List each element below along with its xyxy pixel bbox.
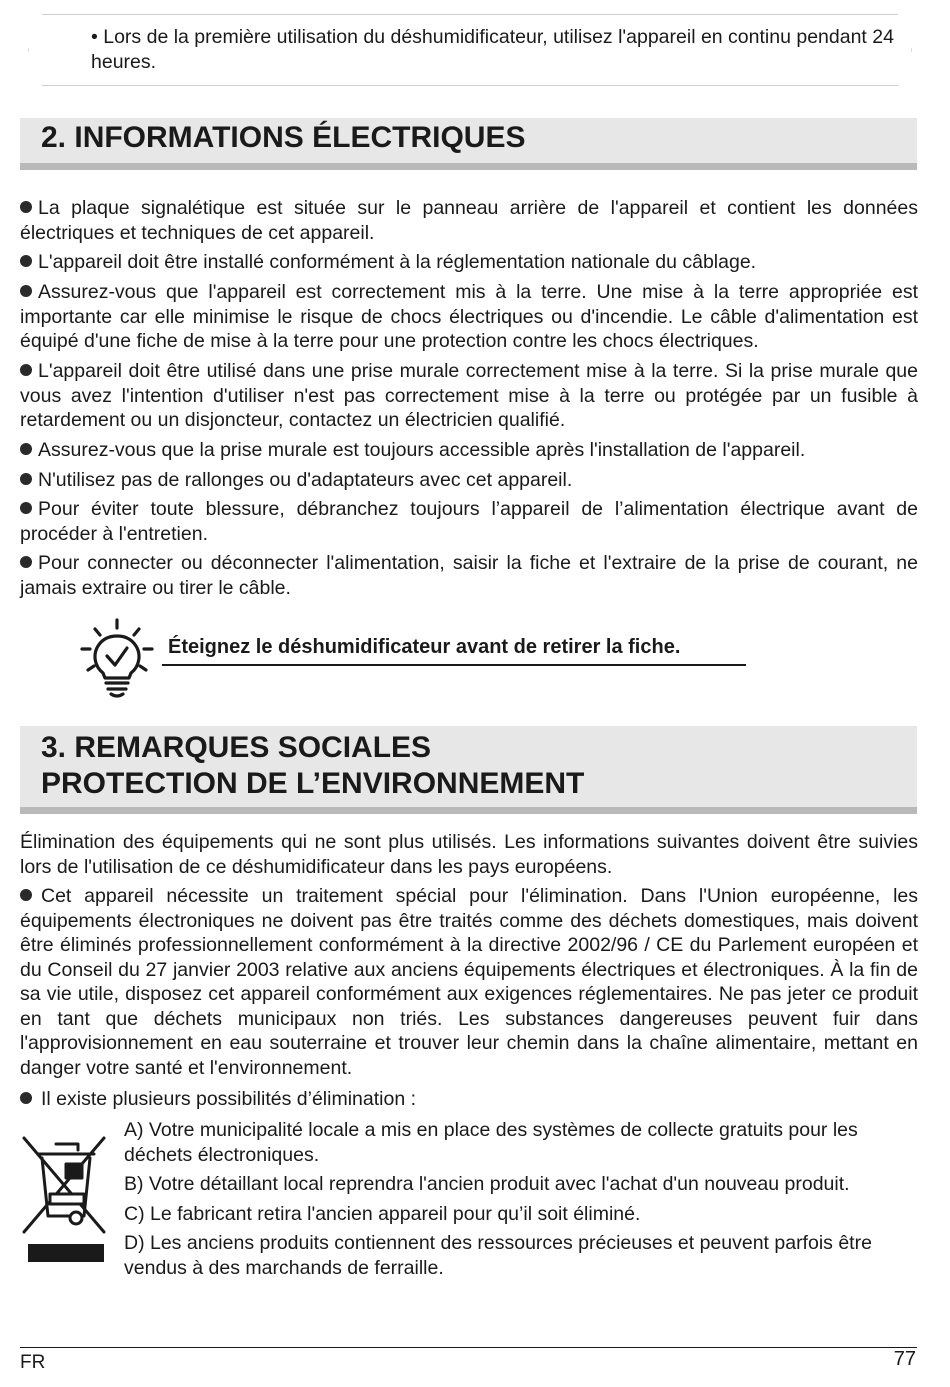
bullet-dot [20, 502, 32, 514]
bullet-dot [20, 285, 32, 297]
bullet-dot [20, 201, 32, 213]
footer-rule [20, 1347, 917, 1348]
bullet-text: Il existe plusieurs possibilités d’élimination : [41, 1088, 417, 1110]
bullet-dot [20, 889, 32, 901]
intro-text: Élimination des équipements qui ne sont plus utilisés. Les informations suivantes doivent être suivies lors de l'utilisation de ce déshumidificateur dans les pays européens. [20, 831, 918, 878]
bullet-text: Cet appareil nécessite un traitement spécial pour l'élimination. Dans l'Union européenne, les équipements électroniques ne doivent pas être traités comme des déchets domestiques, mais doivent être éliminés professionnellement conformément à la directive 2002/96 / CE du Parlement européen et du Conseil du 27 janvier 2003 relative aux anciens équipements électriques et électroniques. À la fin de sa vie utile, disposez cet appareil conformément aux exigences réglementaires. Ne pas jeter ce produit en tant que déchets municipaux non triés. Les substances dangereuses peuvent fuir dans l'approvisionnement en eau souterraine et trouver leur chemin dans la chaîne alimentaire, mettant en danger votre santé et l'environnement. [20, 885, 918, 1079]
lightbulb-check-icon [78, 618, 156, 700]
bullet-text: Assurez-vous que la prise murale est toujours accessible après l'installation de l'appareil. [38, 439, 806, 461]
footer-language: FR [20, 1352, 46, 1373]
bullet-item [20, 438, 918, 463]
tip-underline [162, 664, 746, 666]
disposal-option: A) Votre municipalité locale a mis en place des systèmes de collecte gratuits pour les déchets électroniques. [124, 1119, 858, 1166]
bullet-item [20, 250, 918, 275]
bullet-dot [20, 364, 32, 376]
disposal-option: C) Le fabricant retira l'ancien appareil pour qu’il soit éliminé. [124, 1203, 641, 1225]
tip-text: Éteignez le déshumidificateur avant de retirer la fiche. [168, 636, 681, 658]
section-3-heading [20, 726, 917, 814]
bullet-item [20, 884, 918, 1080]
bullet-item [20, 1087, 918, 1112]
bullet-dot [20, 473, 32, 485]
page-number: 77 [893, 1348, 916, 1370]
bullet-text: La plaque signalétique est située sur le panneau arrière de l'appareil et contient les données électriques et techniques de cet appareil. [20, 197, 918, 244]
bullet-dot [20, 1092, 32, 1104]
section-3-heading-line1: 3. REMARQUES SOCIALES [41, 731, 432, 764]
bullet-item [20, 359, 918, 433]
bullet-text: L'appareil doit être utilisé dans une prise murale correctement mise à la terre. Si la prise murale que vous avez l'intention d'utiliser n'est pas correctement mise à la terre ou protégée par un fusible à retardement ou un disjoncteur, contactez un électricien qualifié. [20, 360, 918, 431]
section-3-heading-line2: PROTECTION DE L’ENVIRONNEMENT [41, 767, 585, 800]
section-2-heading: 2. INFORMATIONS ÉLECTRIQUES [20, 118, 917, 170]
bullet-item [20, 196, 918, 245]
bullet-text: Pour connecter ou déconnecter l'alimentation, saisir la fiche et l'extraire de la prise de courant, ne jamais extraire ou tirer le câble. [20, 552, 918, 599]
note-text: • Lors de la première utilisation du déshumidificateur, utilisez l'appareil en continu pendant 24 heures. [91, 26, 894, 73]
bullet-text: Pour éviter toute blessure, débranchez toujours l’appareil de l’alimentation électrique avant de procéder à l'entretien. [20, 498, 918, 545]
bullet-text: L'appareil doit être installé conformément à la réglementation nationale du câblage. [38, 251, 757, 273]
bullet-text: N'utilisez pas de rallonges ou d'adaptateurs avec cet appareil. [38, 469, 573, 491]
crossed-out-bin-icon [20, 1134, 106, 1262]
disposal-option: D) Les anciens produits contiennent des ressources précieuses et peuvent parfois être vendus à des marchands de ferraille. [124, 1232, 872, 1279]
bullet-dot [20, 255, 32, 267]
disposal-option: B) Votre détaillant local reprendra l'ancien produit avec l'achat d'un nouveau produit. [124, 1173, 850, 1195]
bullet-text: Assurez-vous que l'appareil est correctement mis à la terre. Une mise à la terre appropriée est importante car elle minimise le risque de chocs électriques ou d'incendie. Le câble d'alimentation est équipé d'une fiche de mise à la terre pour une protection contre les chocs électriques. [20, 281, 918, 352]
bullet-item [20, 551, 918, 600]
bullet-dot [20, 443, 32, 455]
bullet-item [20, 280, 918, 354]
bullet-dot [20, 556, 32, 568]
bullet-item [20, 468, 918, 493]
bullet-item [20, 497, 918, 546]
